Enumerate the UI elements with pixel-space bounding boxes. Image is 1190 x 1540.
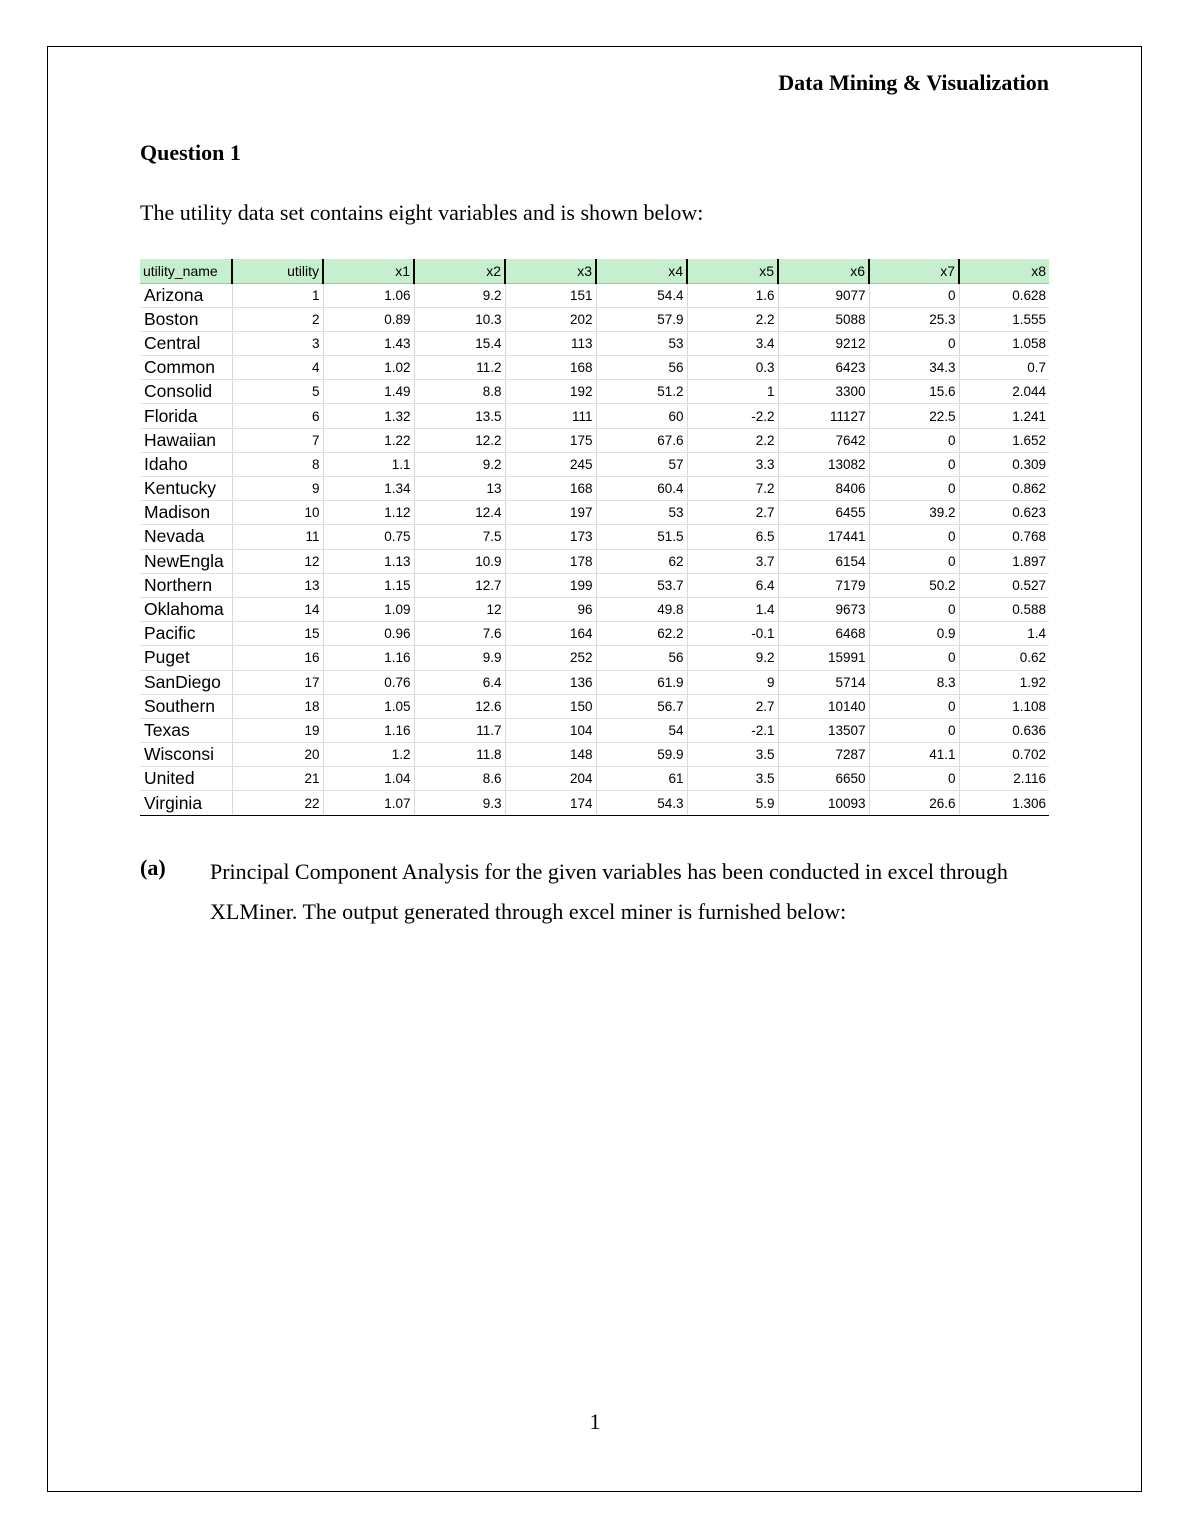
table-cell: 10: [232, 501, 323, 525]
table-cell: 15: [232, 622, 323, 646]
table-cell: 1.13: [323, 549, 414, 573]
table-cell: 7: [232, 428, 323, 452]
table-cell: 6650: [778, 767, 869, 791]
table-cell: 197: [505, 501, 596, 525]
table-cell: 113: [505, 331, 596, 355]
utility-name-cell: Consolid: [140, 380, 232, 404]
table-cell: 1.34: [323, 477, 414, 501]
table-cell: 7287: [778, 743, 869, 767]
utility-name-cell: Texas: [140, 718, 232, 742]
table-cell: 7.5: [414, 525, 505, 549]
column-header: utility: [232, 259, 323, 283]
table-cell: 14: [232, 597, 323, 621]
table-cell: 54.3: [596, 791, 687, 815]
table-cell: 0.96: [323, 622, 414, 646]
table-cell: 56: [596, 356, 687, 380]
table-cell: 13507: [778, 718, 869, 742]
table-cell: 1.32: [323, 404, 414, 428]
table-cell: 12.2: [414, 428, 505, 452]
table-cell: 11127: [778, 404, 869, 428]
table-cell: 5.9: [687, 791, 778, 815]
table-row: [140, 501, 1049, 525]
table-cell: 1.05: [323, 694, 414, 718]
table-cell: 8: [232, 452, 323, 476]
table-cell: 25.3: [869, 307, 959, 331]
table-cell: 0.588: [959, 597, 1049, 621]
table-cell: 39.2: [869, 501, 959, 525]
table-cell: 1: [232, 283, 323, 307]
table-cell: 54.4: [596, 283, 687, 307]
table-row: [140, 767, 1049, 791]
utility-name-cell: United: [140, 767, 232, 791]
utility-name-cell: Central: [140, 331, 232, 355]
table-cell: 6423: [778, 356, 869, 380]
table-row: [140, 549, 1049, 573]
table-row: [140, 331, 1049, 355]
column-header: x6: [778, 259, 869, 283]
table-cell: 8.3: [869, 670, 959, 694]
table-cell: 0.9: [869, 622, 959, 646]
table-cell: 0.3: [687, 356, 778, 380]
table-cell: 34.3: [869, 356, 959, 380]
table-cell: 62: [596, 549, 687, 573]
table-cell: 10.3: [414, 307, 505, 331]
table-cell: 60: [596, 404, 687, 428]
table-cell: 136: [505, 670, 596, 694]
table-cell: 0: [869, 767, 959, 791]
table-cell: 2.2: [687, 307, 778, 331]
table-cell: 0.768: [959, 525, 1049, 549]
utility-name-cell: Nevada: [140, 525, 232, 549]
table-cell: 19: [232, 718, 323, 742]
table-cell: 168: [505, 356, 596, 380]
table-cell: 0: [869, 525, 959, 549]
table-header-row: [140, 259, 1049, 283]
table-cell: -0.1: [687, 622, 778, 646]
table-cell: 3.5: [687, 743, 778, 767]
table-cell: 0: [869, 283, 959, 307]
table-cell: 9.2: [414, 283, 505, 307]
table-cell: 0: [869, 477, 959, 501]
table-cell: 202: [505, 307, 596, 331]
table-cell: 0: [869, 428, 959, 452]
table-cell: 2.7: [687, 501, 778, 525]
table-cell: 0.62: [959, 646, 1049, 670]
table-cell: 61: [596, 767, 687, 791]
utility-name-cell: Northern: [140, 573, 232, 597]
table-cell: 1.4: [687, 597, 778, 621]
table-cell: 151: [505, 283, 596, 307]
table-cell: 7.2: [687, 477, 778, 501]
table-cell: 1.92: [959, 670, 1049, 694]
table-cell: 9.2: [414, 452, 505, 476]
table-cell: 0.702: [959, 743, 1049, 767]
table-row: [140, 356, 1049, 380]
table-cell: 10.9: [414, 549, 505, 573]
table-cell: 60.4: [596, 477, 687, 501]
table-cell: 0.75: [323, 525, 414, 549]
table-cell: 0.623: [959, 501, 1049, 525]
table-cell: 51.5: [596, 525, 687, 549]
table-cell: 0.527: [959, 573, 1049, 597]
column-header: x3: [505, 259, 596, 283]
table-cell: 0.862: [959, 477, 1049, 501]
table-cell: 12.4: [414, 501, 505, 525]
utility-name-cell: Southern: [140, 694, 232, 718]
table-cell: 17: [232, 670, 323, 694]
table-row: [140, 743, 1049, 767]
table-cell: 6468: [778, 622, 869, 646]
table-cell: 6: [232, 404, 323, 428]
table-cell: 6.5: [687, 525, 778, 549]
table-cell: 3.3: [687, 452, 778, 476]
utility-name-cell: Hawaiian: [140, 428, 232, 452]
table-cell: 1.02: [323, 356, 414, 380]
table-cell: 56.7: [596, 694, 687, 718]
table-cell: 7.6: [414, 622, 505, 646]
table-cell: 1.2: [323, 743, 414, 767]
table-cell: 148: [505, 743, 596, 767]
table-cell: 54: [596, 718, 687, 742]
table-cell: 3.7: [687, 549, 778, 573]
table-row: [140, 718, 1049, 742]
table-cell: 1.16: [323, 646, 414, 670]
table-cell: 1.22: [323, 428, 414, 452]
column-header: x4: [596, 259, 687, 283]
table-cell: 2.2: [687, 428, 778, 452]
table-cell: 1.555: [959, 307, 1049, 331]
table-cell: 11: [232, 525, 323, 549]
table-cell: 0: [869, 597, 959, 621]
table-cell: 13082: [778, 452, 869, 476]
table-cell: 5: [232, 380, 323, 404]
table-cell: 13: [414, 477, 505, 501]
table-cell: 50.2: [869, 573, 959, 597]
utility-name-cell: SanDiego: [140, 670, 232, 694]
table-cell: 15991: [778, 646, 869, 670]
utility-name-cell: Idaho: [140, 452, 232, 476]
table-row: [140, 694, 1049, 718]
table-cell: 57: [596, 452, 687, 476]
table-cell: 1: [687, 380, 778, 404]
utility-name-cell: NewEngla: [140, 549, 232, 573]
column-header: x5: [687, 259, 778, 283]
table-cell: 13.5: [414, 404, 505, 428]
header-title: Data Mining & Visualization: [778, 70, 1049, 95]
table-cell: 12: [414, 597, 505, 621]
utility-name-cell: Wisconsi: [140, 743, 232, 767]
table-cell: 6455: [778, 501, 869, 525]
table-cell: 9: [232, 477, 323, 501]
part-a-label: (a): [140, 855, 166, 880]
utility-name-cell: Pacific: [140, 622, 232, 646]
table-cell: 3.5: [687, 767, 778, 791]
table-cell: 1.07: [323, 791, 414, 815]
table-cell: 164: [505, 622, 596, 646]
column-header: x8: [959, 259, 1049, 283]
table-cell: 0.76: [323, 670, 414, 694]
table-cell: 104: [505, 718, 596, 742]
part-a-text: Principal Component Analysis for the given variables has been conducted in excel through XLMiner. The output generated through excel miner is furnished below:: [210, 859, 1008, 924]
table-cell: 2.044: [959, 380, 1049, 404]
table-cell: 0.628: [959, 283, 1049, 307]
table-cell: 21: [232, 767, 323, 791]
table-cell: 8.6: [414, 767, 505, 791]
table-cell: 11.7: [414, 718, 505, 742]
table-cell: 7179: [778, 573, 869, 597]
table-cell: 5714: [778, 670, 869, 694]
table-cell: 168: [505, 477, 596, 501]
table-cell: 3.4: [687, 331, 778, 355]
table-cell: 1.108: [959, 694, 1049, 718]
table-cell: 18: [232, 694, 323, 718]
utility-name-cell: Common: [140, 356, 232, 380]
table-cell: 8.8: [414, 380, 505, 404]
table-cell: 17441: [778, 525, 869, 549]
table-cell: 1.4: [959, 622, 1049, 646]
table-cell: 1.6: [687, 283, 778, 307]
table-cell: 41.1: [869, 743, 959, 767]
table-cell: 1.306: [959, 791, 1049, 815]
table-cell: 2.7: [687, 694, 778, 718]
utility-name-cell: Oklahoma: [140, 597, 232, 621]
table-cell: 12: [232, 549, 323, 573]
table-cell: 9.2: [687, 646, 778, 670]
question-heading: Question 1: [140, 140, 241, 165]
utility-name-cell: Boston: [140, 307, 232, 331]
table-cell: 1.652: [959, 428, 1049, 452]
table-cell: 1.241: [959, 404, 1049, 428]
utility-name-cell: Virginia: [140, 791, 232, 815]
table-row: [140, 307, 1049, 331]
table-row: [140, 452, 1049, 476]
table-cell: 192: [505, 380, 596, 404]
table-cell: 49.8: [596, 597, 687, 621]
table-cell: 0: [869, 718, 959, 742]
utility-data-table: [140, 259, 1049, 816]
table-cell: 6.4: [687, 573, 778, 597]
table-cell: 11.2: [414, 356, 505, 380]
table-row: [140, 646, 1049, 670]
table-cell: 0.7: [959, 356, 1049, 380]
table-cell: 9673: [778, 597, 869, 621]
table-cell: 62.2: [596, 622, 687, 646]
table-cell: 22.5: [869, 404, 959, 428]
utility-name-cell: Puget: [140, 646, 232, 670]
table-cell: 150: [505, 694, 596, 718]
table-cell: 3: [232, 331, 323, 355]
table-cell: 0: [869, 646, 959, 670]
table-cell: 0.309: [959, 452, 1049, 476]
table-cell: 0: [869, 694, 959, 718]
table-cell: 1.897: [959, 549, 1049, 573]
table-cell: 9: [687, 670, 778, 694]
table-row: [140, 670, 1049, 694]
table-cell: 1.43: [323, 331, 414, 355]
table-cell: 178: [505, 549, 596, 573]
table-cell: 8406: [778, 477, 869, 501]
column-header: x1: [323, 259, 414, 283]
table-cell: 61.9: [596, 670, 687, 694]
table-cell: 16: [232, 646, 323, 670]
table-cell: 0: [869, 549, 959, 573]
page-number: 1: [589, 1409, 601, 1434]
table-cell: -2.1: [687, 718, 778, 742]
table-cell: 1.1: [323, 452, 414, 476]
table-row: [140, 283, 1049, 307]
utility-name-cell: Florida: [140, 404, 232, 428]
table-row: [140, 597, 1049, 621]
table-cell: 175: [505, 428, 596, 452]
table-cell: 9.3: [414, 791, 505, 815]
table-row: [140, 622, 1049, 646]
table-cell: 12.7: [414, 573, 505, 597]
table-cell: 10140: [778, 694, 869, 718]
table-cell: 10093: [778, 791, 869, 815]
table-body: [140, 283, 1049, 815]
table-cell: 245: [505, 452, 596, 476]
table-cell: 9.9: [414, 646, 505, 670]
table-cell: 22: [232, 791, 323, 815]
table-row: [140, 404, 1049, 428]
utility-name-cell: Kentucky: [140, 477, 232, 501]
table-cell: 0: [869, 331, 959, 355]
table-cell: 1.058: [959, 331, 1049, 355]
table-cell: 1.49: [323, 380, 414, 404]
table-cell: 1.09: [323, 597, 414, 621]
table-cell: 0.89: [323, 307, 414, 331]
table-cell: 204: [505, 767, 596, 791]
table-row: [140, 525, 1049, 549]
table-cell: 0: [869, 452, 959, 476]
table-row: [140, 573, 1049, 597]
table-cell: 174: [505, 791, 596, 815]
table-row: [140, 477, 1049, 501]
utility-name-cell: Arizona: [140, 283, 232, 307]
table-cell: 4: [232, 356, 323, 380]
table-cell: 20: [232, 743, 323, 767]
intro-paragraph: The utility data set contains eight variables and is shown below:: [140, 200, 704, 225]
table-cell: 53.7: [596, 573, 687, 597]
table-cell: 26.6: [869, 791, 959, 815]
table-row: [140, 428, 1049, 452]
column-header: x2: [414, 259, 505, 283]
table-cell: 53: [596, 331, 687, 355]
table-cell: 2.116: [959, 767, 1049, 791]
table-cell: 1.12: [323, 501, 414, 525]
table-cell: 15.6: [869, 380, 959, 404]
table-cell: 173: [505, 525, 596, 549]
table-cell: -2.2: [687, 404, 778, 428]
table-cell: 7642: [778, 428, 869, 452]
table-cell: 2: [232, 307, 323, 331]
table-cell: 56: [596, 646, 687, 670]
table-cell: 11.8: [414, 743, 505, 767]
column-header: x7: [869, 259, 959, 283]
table-cell: 199: [505, 573, 596, 597]
table-cell: 12.6: [414, 694, 505, 718]
table-cell: 59.9: [596, 743, 687, 767]
column-header: utility_name: [140, 259, 232, 283]
table-cell: 57.9: [596, 307, 687, 331]
table-cell: 6154: [778, 549, 869, 573]
utility-name-cell: Madison: [140, 501, 232, 525]
table-cell: 1.16: [323, 718, 414, 742]
table-row: [140, 791, 1049, 815]
table-cell: 6.4: [414, 670, 505, 694]
table-row: [140, 380, 1049, 404]
table-cell: 51.2: [596, 380, 687, 404]
table-cell: 53: [596, 501, 687, 525]
table-cell: 1.04: [323, 767, 414, 791]
table-cell: 1.15: [323, 573, 414, 597]
table-cell: 0.636: [959, 718, 1049, 742]
table-cell: 9212: [778, 331, 869, 355]
table-cell: 13: [232, 573, 323, 597]
table-cell: 96: [505, 597, 596, 621]
table-cell: 67.6: [596, 428, 687, 452]
table-cell: 5088: [778, 307, 869, 331]
table-cell: 1.06: [323, 283, 414, 307]
table-cell: 3300: [778, 380, 869, 404]
table-cell: 15.4: [414, 331, 505, 355]
table-cell: 252: [505, 646, 596, 670]
table-cell: 111: [505, 404, 596, 428]
table-cell: 9077: [778, 283, 869, 307]
